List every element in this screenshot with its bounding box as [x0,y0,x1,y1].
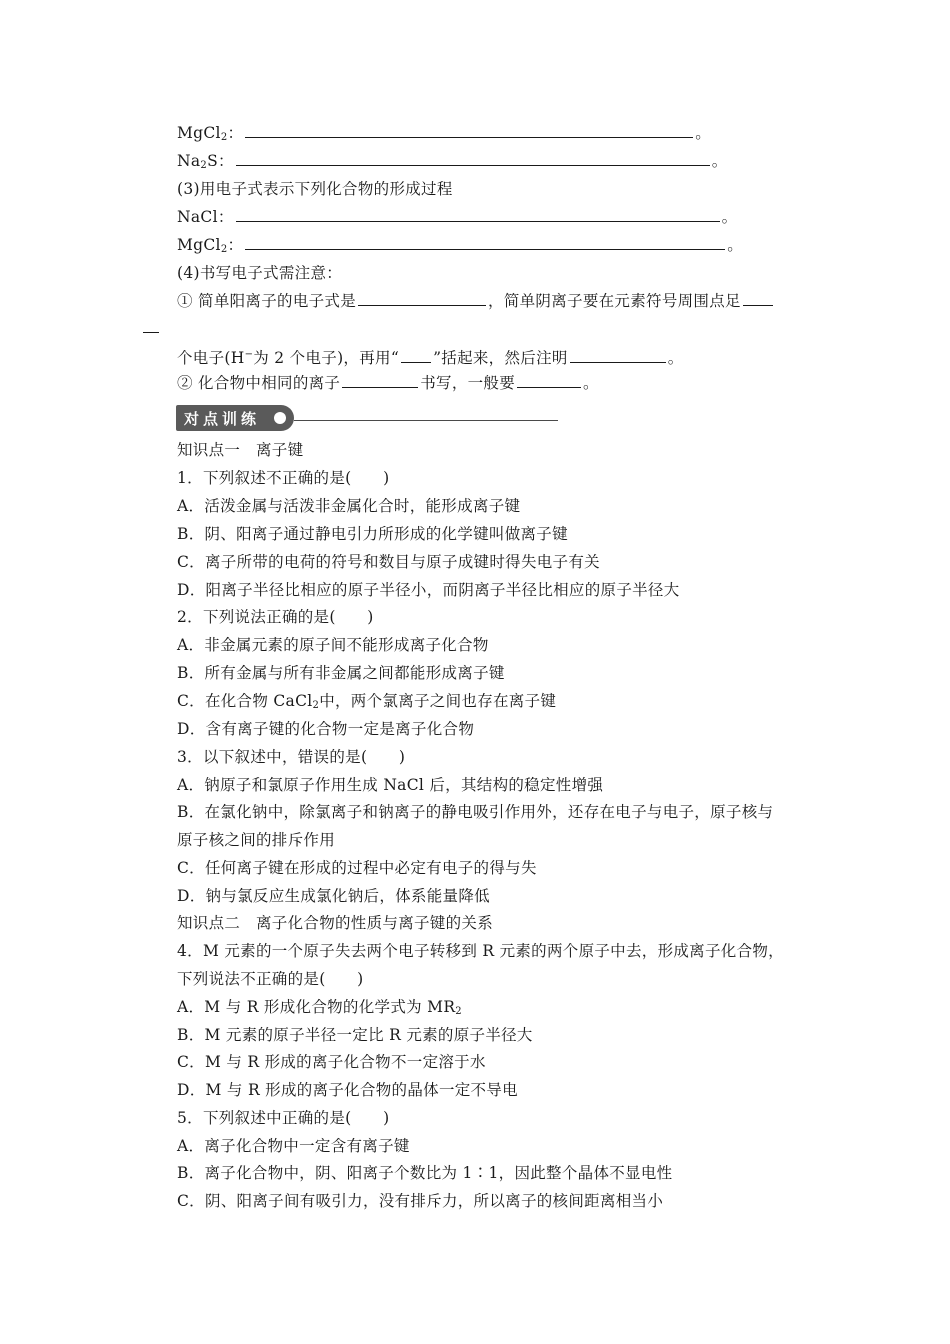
section-label: 对点训练 [184,410,261,428]
superscript: − [244,349,254,360]
option-1c: C．离子所带的电荷的符号和数目与原子成键时得失电子有关 [177,553,600,571]
option-3d: D．钠与氯反应生成氯化钠后，体系能量降低 [177,887,490,905]
note-2-line [177,373,599,393]
option-2d: D．含有离子键的化合物一定是离子化合物 [177,720,475,738]
question-3: 3．以下叙述中，错误的是( ) [177,748,406,766]
answer-blank[interactable] [245,123,693,138]
subscript: 2 [312,700,320,711]
note-text: ② 化合物中相同的离子 [177,374,341,392]
subscript: 2 [220,244,228,255]
answer-line-mgcl2-formation [177,235,743,260]
note-text: 为 2 个电子)，再用“ [253,349,400,367]
option-5b: B．离子化合物中，阴、阳离子个数比为 1∶1，因此整个晶体不显电性 [177,1164,673,1182]
answer-line-na2s [177,151,728,176]
answer-blank[interactable] [570,348,666,363]
option-text: A．M 与 R 形成化合物的化学式为 MR [177,998,456,1016]
question-4-title: (4)书写电子式需注意： [177,264,343,282]
formula-label: Na [177,152,201,170]
note-text: 书写，一般要 [420,374,516,392]
option-4a [177,997,462,1022]
question-3-title: (3)用电子式表示下列化合物的形成过程 [177,180,453,198]
option-4b: B．M 元素的原子半径一定比 R 元素的原子半径大 [177,1026,533,1044]
formula-label: NaCl： [177,208,234,226]
formula-colon: S： [207,152,234,170]
subscript: 2 [455,1006,462,1017]
knowledge-point-1: 知识点一 离子键 [177,441,304,459]
formula-label: MgCl [177,236,221,254]
section-divider [294,420,558,421]
option-4c: C．M 与 R 形成的离子化合物不一定溶于水 [177,1053,486,1071]
period: 。 [721,208,738,226]
option-4d: D．M 与 R 形成的离子化合物的晶体一定不导电 [177,1081,518,1099]
period: 。 [695,124,712,142]
note-text: 个电子(H [177,349,245,367]
option-3a: A．钠原子和氯原子作用生成 NaCl 后，其结构的稳定性增强 [177,776,604,794]
period: 。 [727,236,744,254]
formula-label: MgCl [177,124,221,142]
wrapped-blank-continuation [143,332,159,333]
period: 。 [583,374,599,392]
knowledge-point-2: 知识点二 离子化合物的性质与离子键的关系 [177,914,494,932]
option-3b-line-1: B．在氯化钠中，除氯离子和钠离子的静电吸引作用外，还存在电子与电子，原子核与 [177,803,774,821]
formula-colon: ： [227,124,244,142]
section-header [176,405,560,431]
period: 。 [667,349,684,367]
answer-blank[interactable] [401,348,431,363]
answer-line-nacl [177,207,737,227]
answer-blank[interactable] [236,207,720,222]
option-2b: B．所有金属与所有非金属之间都能形成离子键 [177,664,505,682]
answer-blank[interactable] [358,291,486,306]
note-text: ，简单阴离子要在元素符号周围点足 [488,292,741,310]
note-1-line-1 [177,291,775,311]
answer-blank[interactable] [342,373,418,388]
option-3b-line-2: 原子核之间的排斥作用 [177,831,336,849]
subscript: 2 [200,160,208,171]
option-1d: D．阳离子半径比相应的原子半径小，而阴离子半径比相应的原子半径大 [177,581,680,599]
option-text: C．在化合物 CaCl [177,692,313,710]
note-text: ① 简单阳离子的电子式是 [177,292,357,310]
period: 。 [711,152,728,170]
answer-line-mgcl2 [177,123,711,148]
bullet-dot-icon [274,412,286,424]
option-text: 中，两个氯离子之间也存在离子键 [319,692,557,710]
question-1: 1．下列叙述不正确的是( ) [177,469,390,487]
question-5: 5．下列叙述中正确的是( ) [177,1109,390,1127]
note-text: ”括起来，然后注明 [433,349,568,367]
answer-blank[interactable] [517,373,581,388]
option-5a: A．离子化合物中一定含有离子键 [177,1137,410,1155]
note-1-line-2 [177,345,684,368]
answer-blank[interactable] [245,235,725,250]
formula-colon: ： [227,236,244,254]
question-4-line-1: 4．M 元素的一个原子失去两个电子转移到 R 元素的两个原子中去，形成离子化合物， [177,942,784,960]
option-2a: A．非金属元素的原子间不能形成离子化合物 [177,636,489,654]
answer-blank[interactable] [236,151,710,166]
option-3c: C．任何离子键在形成的过程中必定有电子的得与失 [177,859,537,877]
question-4-line-2: 下列说法不正确的是( ) [177,970,364,988]
subscript: 2 [220,132,228,143]
answer-blank[interactable] [743,291,773,306]
option-1a: A．活泼金属与活泼非金属化合时，能形成离子键 [177,497,521,515]
option-1b: B．阴、阳离子通过静电引力所形成的化学键叫做离子键 [177,525,568,543]
option-5c: C．阴、阳离子间有吸引力，没有排斥力，所以离子的核间距离相当小 [177,1192,664,1210]
option-2c [177,691,556,716]
question-2: 2．下列说法正确的是( ) [177,608,374,626]
